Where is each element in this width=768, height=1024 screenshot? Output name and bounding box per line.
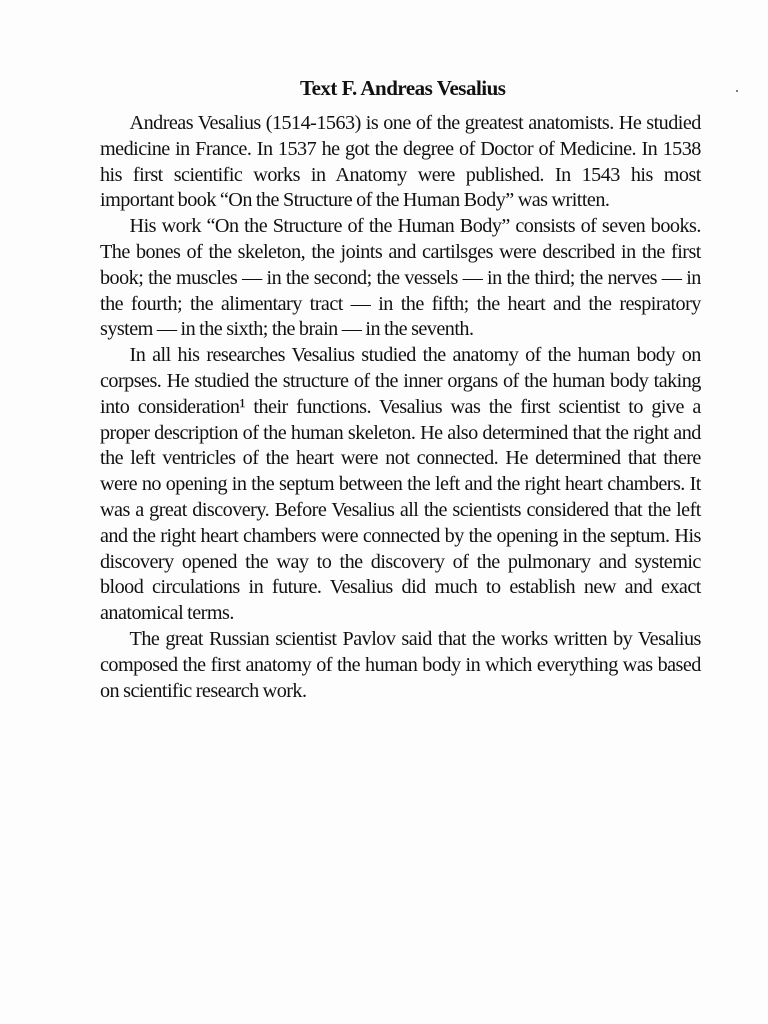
page-title: Text F. Andreas Vesalius: [300, 76, 506, 100]
document-body: [100, 74, 710, 704]
scan-speck: [736, 90, 738, 92]
paragraph-2: His work “On the Structure of the Human Body” consists of seven books. The bones of the skeleton, the joints and cartilsges were described in the first book; the muscles — in the second; the vessels — in the third; the nerves — in the fourth; the alimentary tract — in the fifth; the heart and the respiratory system — in the sixth; the brain — in the seventh.: [100, 215, 701, 341]
paragraph-3: In all his researches Vesalius studied the anatomy of the human body on corpses. He studied the structure of the inner organs of the human body taking into consideration¹ their functions. Vesalius was the first scientist to give a proper description of the human skeleton. He also determined that the right and the left ventricles of the heart were not connected. He determined that there were no opening in the septum between the left and the right heart chambers. It was a great discovery. Before Vesalius all the scientists considered that the left and the right heart chambers were connected by the opening in the septum. His discovery opened the way to the discovery of the pulmonary and systemic blood circulations in future. Vesalius did much to establish new and exact anatomical terms.: [100, 344, 701, 625]
paragraph-1: Andreas Vesalius (1514-1563) is one of the greatest anatomists. He studied medicine in France. In 1537 he got the degree of Doctor of Medicine. In 1538 his first scientific works in Anatomy were published. In 1543 his most important book “On the Structure of the Human Body” was written.: [100, 112, 701, 212]
paragraph-4: The great Russian scientist Pavlov said that the works written by Vesalius composed the first anatomy of the human body in which everything was based on scientific research work.: [100, 627, 701, 702]
